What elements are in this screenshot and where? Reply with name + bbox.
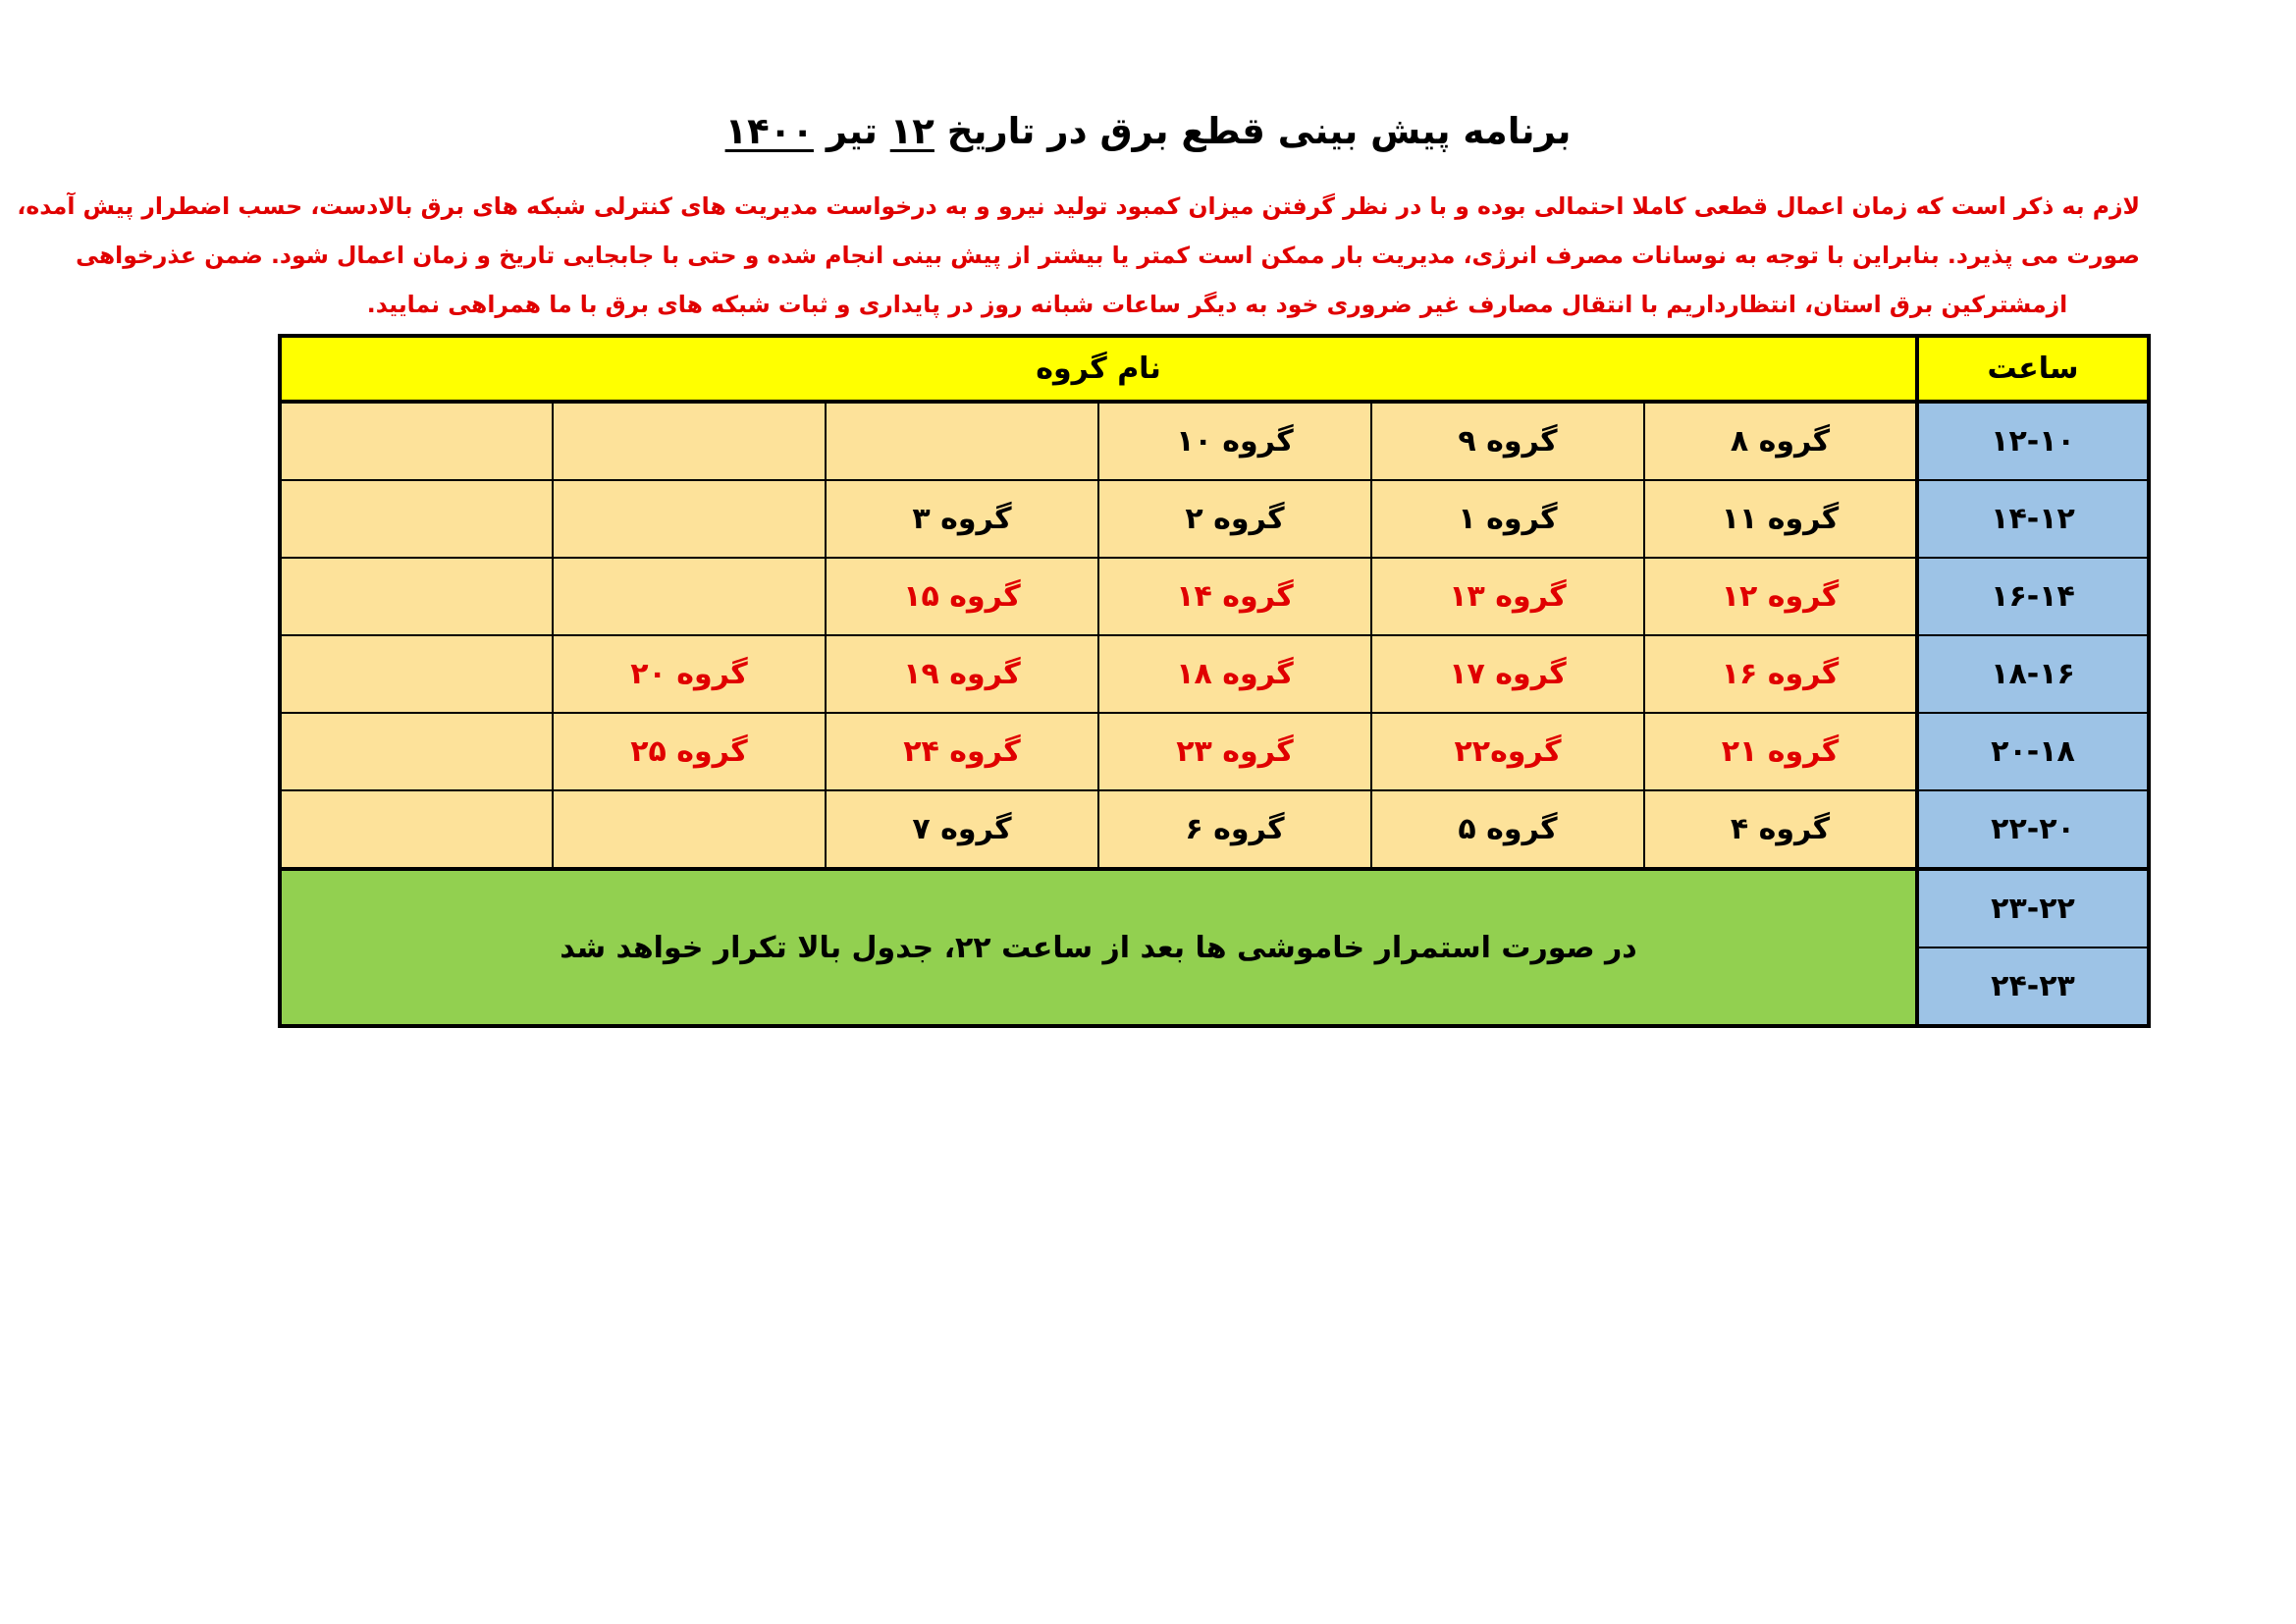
header-group-name: نام گروه bbox=[280, 336, 1917, 402]
table-row bbox=[280, 790, 2149, 869]
title-day: ۱۲ bbox=[889, 110, 934, 152]
table-row bbox=[280, 480, 2149, 558]
group-cell: گروه ۵ bbox=[1371, 790, 1644, 869]
group-cell: گروه ۱۷ bbox=[1371, 635, 1644, 713]
group-cell bbox=[280, 713, 553, 790]
notice-text bbox=[17, 182, 2140, 329]
group-cell bbox=[553, 790, 826, 869]
group-cell: گروه ۴ bbox=[1644, 790, 1917, 869]
time-slot-cell: ۲۳-۲۲ bbox=[1917, 869, 2149, 947]
time-slot-cell: ۲۰-۱۸ bbox=[1917, 713, 2149, 790]
group-cell: گروه ۷ bbox=[826, 790, 1098, 869]
group-cell bbox=[553, 480, 826, 558]
title-month: تیر bbox=[813, 110, 890, 152]
group-cell: گروه ۲۰ bbox=[553, 635, 826, 713]
group-cell bbox=[280, 790, 553, 869]
group-cell bbox=[553, 558, 826, 635]
table-row bbox=[280, 402, 2149, 480]
group-cell bbox=[280, 402, 553, 480]
group-cell: گروه ۸ bbox=[1644, 402, 1917, 480]
group-cell bbox=[280, 480, 553, 558]
repeat-note-cell: در صورت استمرار خاموشی ها بعد از ساعت ۲۲، جدول بالا تکرار خواهد شد bbox=[280, 869, 1917, 1026]
group-cell: گروه ۱۰ bbox=[1098, 402, 1371, 480]
group-cell: گروه ۱۴ bbox=[1098, 558, 1371, 635]
notice-line: لازم به ذکر است که زمان اعمال قطعی کاملا احتمالی بوده و با در نظر گرفتن میزان کمبود تولید نیرو و به درخواست مدیریت های کنترلی شبکه های برق بالادست، حسب اضطرار پیش آمده، bbox=[17, 192, 2140, 220]
header-time: ساعت bbox=[1917, 336, 2149, 402]
outage-schedule-table bbox=[278, 334, 2151, 1028]
group-cell: گروه ۶ bbox=[1098, 790, 1371, 869]
group-cell: گروه ۲۵ bbox=[553, 713, 826, 790]
group-cell: گروه۲۲ bbox=[1371, 713, 1644, 790]
time-slot-cell: ۲۴-۲۳ bbox=[1917, 947, 2149, 1026]
group-cell: گروه ۲۱ bbox=[1644, 713, 1917, 790]
group-cell bbox=[553, 402, 826, 480]
table-row bbox=[280, 713, 2149, 790]
table-row bbox=[280, 869, 2149, 947]
title-year: ۱۴۰۰ bbox=[724, 110, 814, 152]
group-cell bbox=[826, 402, 1098, 480]
group-cell: گروه ۹ bbox=[1371, 402, 1644, 480]
group-cell: گروه ۲ bbox=[1098, 480, 1371, 558]
group-cell: گروه ۱۶ bbox=[1644, 635, 1917, 713]
group-cell: گروه ۱۵ bbox=[826, 558, 1098, 635]
page-title bbox=[0, 110, 2296, 152]
time-slot-cell: ۱۸-۱۶ bbox=[1917, 635, 2149, 713]
title-prefix: برنامه پیش بینی قطع برق در تاریخ bbox=[934, 110, 1572, 152]
group-cell: گروه ۲۳ bbox=[1098, 713, 1371, 790]
group-cell: گروه ۱۸ bbox=[1098, 635, 1371, 713]
time-slot-cell: ۲۲-۲۰ bbox=[1917, 790, 2149, 869]
group-cell bbox=[280, 635, 553, 713]
group-cell: گروه ۳ bbox=[826, 480, 1098, 558]
time-slot-cell: ۱۶-۱۴ bbox=[1917, 558, 2149, 635]
group-cell bbox=[280, 558, 553, 635]
group-cell: گروه ۱۱ bbox=[1644, 480, 1917, 558]
notice-line: صورت می پذیرد. بنابراین با توجه به نوسانات مصرف انرژی، مدیریت بار ممکن است کمتر یا بیشتر از پیش بینی انجام شده و حتی با جابجایی تاریخ و زمان اعمال شود. ضمن عذرخواهی bbox=[76, 242, 2140, 269]
group-cell: گروه ۱۳ bbox=[1371, 558, 1644, 635]
table-row bbox=[280, 558, 2149, 635]
table-row bbox=[280, 635, 2149, 713]
group-cell: گروه ۱ bbox=[1371, 480, 1644, 558]
group-cell: گروه ۱۹ bbox=[826, 635, 1098, 713]
group-cell: گروه ۲۴ bbox=[826, 713, 1098, 790]
notice-line: ازمشترکین برق استان، انتظارداریم با انتقال مصارف غیر ضروری خود به دیگر ساعات شبانه روز در پایداری و ثبات شبکه های برق با ما همراهی نمایید. bbox=[366, 291, 2068, 318]
time-slot-cell: ۱۲-۱۰ bbox=[1917, 402, 2149, 480]
group-cell: گروه ۱۲ bbox=[1644, 558, 1917, 635]
time-slot-cell: ۱۴-۱۲ bbox=[1917, 480, 2149, 558]
